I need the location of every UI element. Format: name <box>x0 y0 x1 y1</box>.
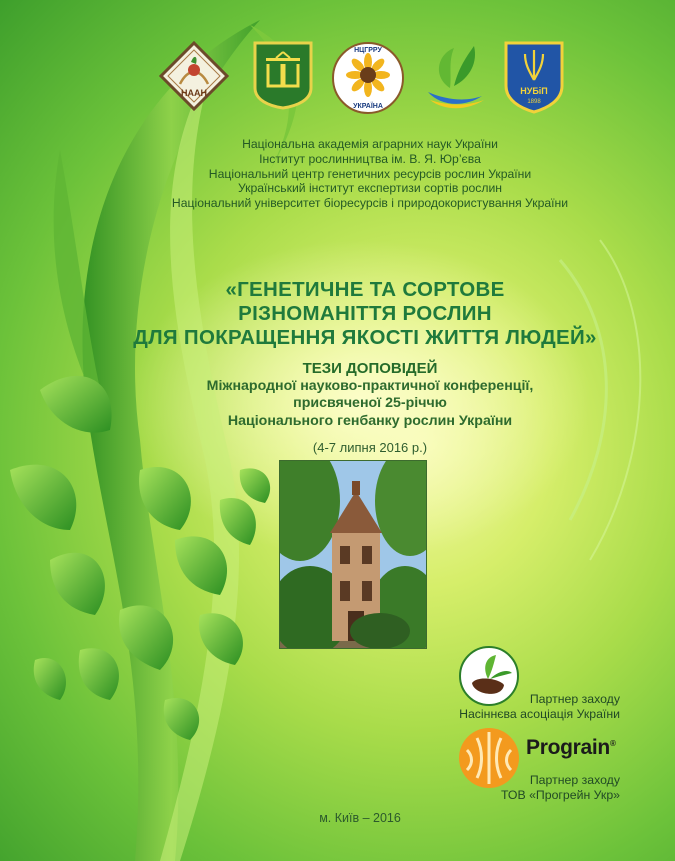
institute-book-icon <box>252 40 314 110</box>
leaf-swoosh-icon <box>420 40 490 114</box>
prograin-brand-text: Prograin <box>526 736 610 759</box>
partner-name: Насіннєва асоціація України <box>459 706 620 721</box>
nubip-logo-year: 1898 <box>527 99 541 105</box>
prograin-brand <box>526 736 616 760</box>
organization-line: Національний університет біоресурсів і природокористування України <box>171 196 569 211</box>
nubip-logo-text: НУБіП <box>520 86 548 96</box>
naan-logo-icon <box>158 40 230 112</box>
partner-name: ТОВ «Прогрейн Укр» <box>500 787 620 802</box>
organizations-list <box>110 137 630 211</box>
naan-logo-text: НААН <box>181 88 207 98</box>
conference-subtitle <box>110 360 630 430</box>
institute-building-photo <box>279 460 427 649</box>
partner-role: Партнер заходу <box>529 773 620 787</box>
title-line: РІЗНОМАНІТТЯ РОСЛИН <box>238 302 492 325</box>
sunflower-bottom-text: УКРАЇНА <box>353 103 383 110</box>
organization-line: Національна академія аграрних наук України <box>242 137 498 151</box>
partner-seed-association <box>459 692 620 721</box>
logos-row <box>158 40 578 120</box>
subtitle-line: Міжнародної науково-практичної конференції, <box>206 377 534 394</box>
title-line: ДЛЯ ПОКРАЩЕННЯ ЯКОСТІ ЖИТТЯ ЛЮДЕЙ» <box>133 326 597 349</box>
organization-line: Інститут рослинництва ім. В. Я. Юр’єва <box>259 151 481 166</box>
organization-line: Національний центр генетичних ресурсів рослин України <box>208 166 532 181</box>
subtitle-line: присвяченої 25-річчю <box>293 395 447 411</box>
footer-city-year: м. Київ – 2016 <box>319 811 401 825</box>
subtitle-line: Національного генбанку рослин України <box>227 412 513 429</box>
title-line: «ГЕНЕТИЧНЕ ТА СОРТОВЕ <box>225 278 505 301</box>
sunflower-icon <box>330 40 406 116</box>
registered-mark: ® <box>609 739 616 748</box>
partner-role: Партнер заходу <box>529 692 620 706</box>
subtitle-heading: ТЕЗИ ДОПОВІДЕЙ <box>302 360 438 377</box>
sunflower-top-text: НЦГРРУ <box>354 47 382 54</box>
nubip-shield-icon <box>503 40 565 114</box>
conference-dates: (4-7 липня 2016 р.) <box>312 440 428 455</box>
conference-title <box>100 278 630 350</box>
organization-line: Український інститут експертизи сортів рослин <box>237 181 503 196</box>
partner-prograin <box>501 773 620 802</box>
